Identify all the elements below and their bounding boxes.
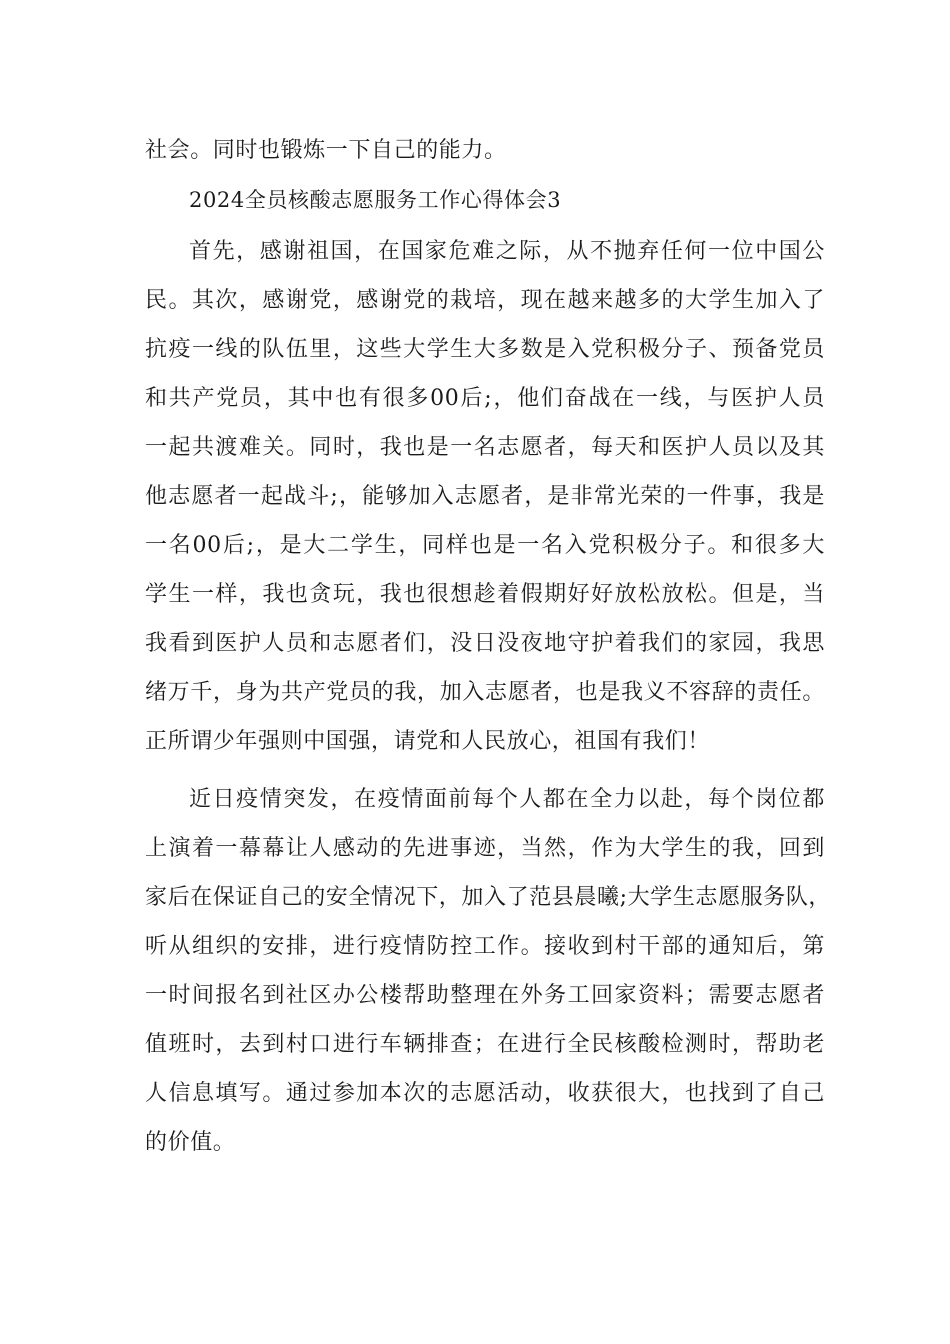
text-line: 抗疫一线的队伍里，这些大学生大多数是入党积极分子、预备党员: [145, 337, 825, 362]
paragraph-previous: [145, 126, 825, 175]
section-heading: 2024全员核酸志愿服务工作心得体会3: [189, 188, 562, 212]
text-line: 我看到医护人员和志愿者们，没日没夜地守护着我们的家园，我思: [145, 631, 825, 656]
text-line: 的价值。: [145, 1130, 236, 1155]
text-line: 民。其次，感谢党，感谢党的栽培，现在越来越多的大学生加入了: [145, 288, 825, 313]
text-line: 首先，感谢祖国，在国家危难之际，从不抛弃任何一位中国公: [189, 239, 825, 264]
text-line: 近日疫情突发，在疫情面前每个人都在全力以赴，每个岗位都: [189, 787, 825, 812]
text-line: 一名00后;，是大二学生，同样也是一名入党积极分子。和很多大: [145, 533, 825, 558]
text-line: 值班时，去到村口进行车辆排查；在进行全民核酸检测时，帮助老: [145, 1032, 825, 1057]
text-line: 和共产党员，其中也有很多00后;，他们奋战在一线，与医护人员: [145, 386, 825, 411]
text-line: 上演着一幕幕让人感动的先进事迹，当然，作为大学生的我，回到: [145, 836, 825, 861]
text-line: 人信息填写。通过参加本次的志愿活动，收获很大，也找到了自己: [145, 1081, 825, 1106]
text-line: 一起共渡难关。同时，我也是一名志愿者，每天和医护人员以及其: [145, 435, 825, 460]
text-line: 社会。同时也锻炼一下自己的能力。: [145, 138, 507, 163]
paragraph-1: [145, 227, 825, 766]
text-line: 一时间报名到社区办公楼帮助整理在外务工回家资料；需要志愿者: [145, 983, 825, 1008]
text-line: 家后在保证自己的安全情况下，加入了范县晨曦;大学生志愿服务队，: [145, 885, 832, 910]
text-line: 绪万千，身为共产党员的我，加入志愿者，也是我义不容辞的责任。: [145, 680, 825, 705]
text-line: 听从组织的安排，进行疫情防控工作。接收到村干部的通知后，第: [145, 934, 825, 959]
text-line: 正所谓少年强则中国强，请党和人民放心，祖国有我们！: [145, 729, 711, 754]
section-heading-block: [145, 176, 825, 225]
paragraph-2: [145, 775, 832, 1167]
text-line: 他志愿者一起战斗;，能够加入志愿者，是非常光荣的一件事，我是: [145, 484, 825, 509]
text-line: 学生一样，我也贪玩，我也很想趁着假期好好放松放松。但是，当: [145, 582, 825, 607]
